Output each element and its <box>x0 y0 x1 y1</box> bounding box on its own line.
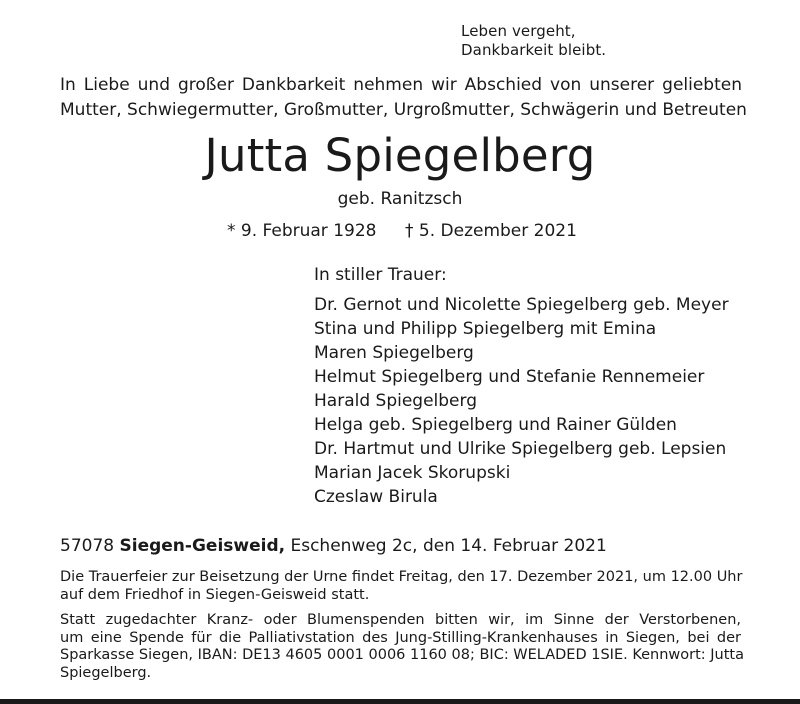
address-line <box>60 535 607 557</box>
mourner-name: Dr. Gernot und Nicolette Spiegelberg geb. Meyer <box>314 295 729 315</box>
mourner-name: Helmut Spiegelberg und Stefanie Rennemeier <box>314 367 705 387</box>
donation-line: Statt zugedachter Kranz- oder Blumenspenden bitten wir, im Sinne der Verstorbenen, <box>60 612 741 628</box>
deceased-name: Jutta Spiegelberg <box>204 129 596 182</box>
funeral-info <box>60 569 741 604</box>
funeral-line: Die Trauerfeier zur Beisetzung der Urne findet Freitag, den 17. Dezember 2021, um 12.00 Uhr <box>60 569 743 585</box>
maiden-name: geb. Ranitzsch <box>337 189 463 209</box>
intro-text <box>60 73 747 123</box>
donation-info <box>60 612 745 682</box>
intro-line: In Liebe und großer Dankbarkeit nehmen wir Abschied von unserer geliebten <box>60 75 742 95</box>
donation-line: Spiegelberg. <box>60 664 152 681</box>
motto-line: Leben vergeht, <box>461 22 576 40</box>
donation-line: um eine Spende für die Palliativstation des Jung-Stilling-Krankenhauses in Siegen, bei der <box>60 629 741 646</box>
donation-line: Sparkasse Siegen, IBAN: DE13 4605 0001 0006 1160 08; BIC: WELADED 1SIE. Kennwort: Jutta <box>60 647 745 663</box>
mourner-name: Czeslaw Birula <box>314 487 438 507</box>
mourner-name: Marian Jacek Skorupski <box>314 463 511 483</box>
mourner-name: Dr. Hartmut und Ulrike Spiegelberg geb. Lepsien <box>314 439 727 459</box>
death-date: † 5. Dezember 2021 <box>405 221 577 241</box>
bottom-border <box>0 699 800 704</box>
mourner-name: Helga geb. Spiegelberg und Rainer Gülden <box>314 415 677 435</box>
intro-line: Mutter, Schwiegermutter, Großmutter, Urgroßmutter, Schwägerin und Betreuten <box>60 100 747 120</box>
funeral-line: auf dem Friedhof in Siegen-Geisweid statt. <box>60 586 370 603</box>
motto-line: Dankbarkeit bleibt. <box>461 41 607 59</box>
mourners-list <box>314 293 729 509</box>
mourners-heading: In stiller Trauer: <box>314 265 447 285</box>
city: Siegen-Geisweid, <box>119 536 286 556</box>
postcode: 57078 <box>60 536 115 556</box>
mourner-name: Harald Spiegelberg <box>314 391 477 411</box>
motto <box>461 22 606 60</box>
mourner-name: Maren Spiegelberg <box>314 343 474 363</box>
birth-date: * 9. Februar 1928 <box>227 221 377 241</box>
mourner-name: Stina und Philipp Spiegelberg mit Emina <box>314 319 657 339</box>
street-and-date: Eschenweg 2c, den 14. Februar 2021 <box>290 536 607 556</box>
